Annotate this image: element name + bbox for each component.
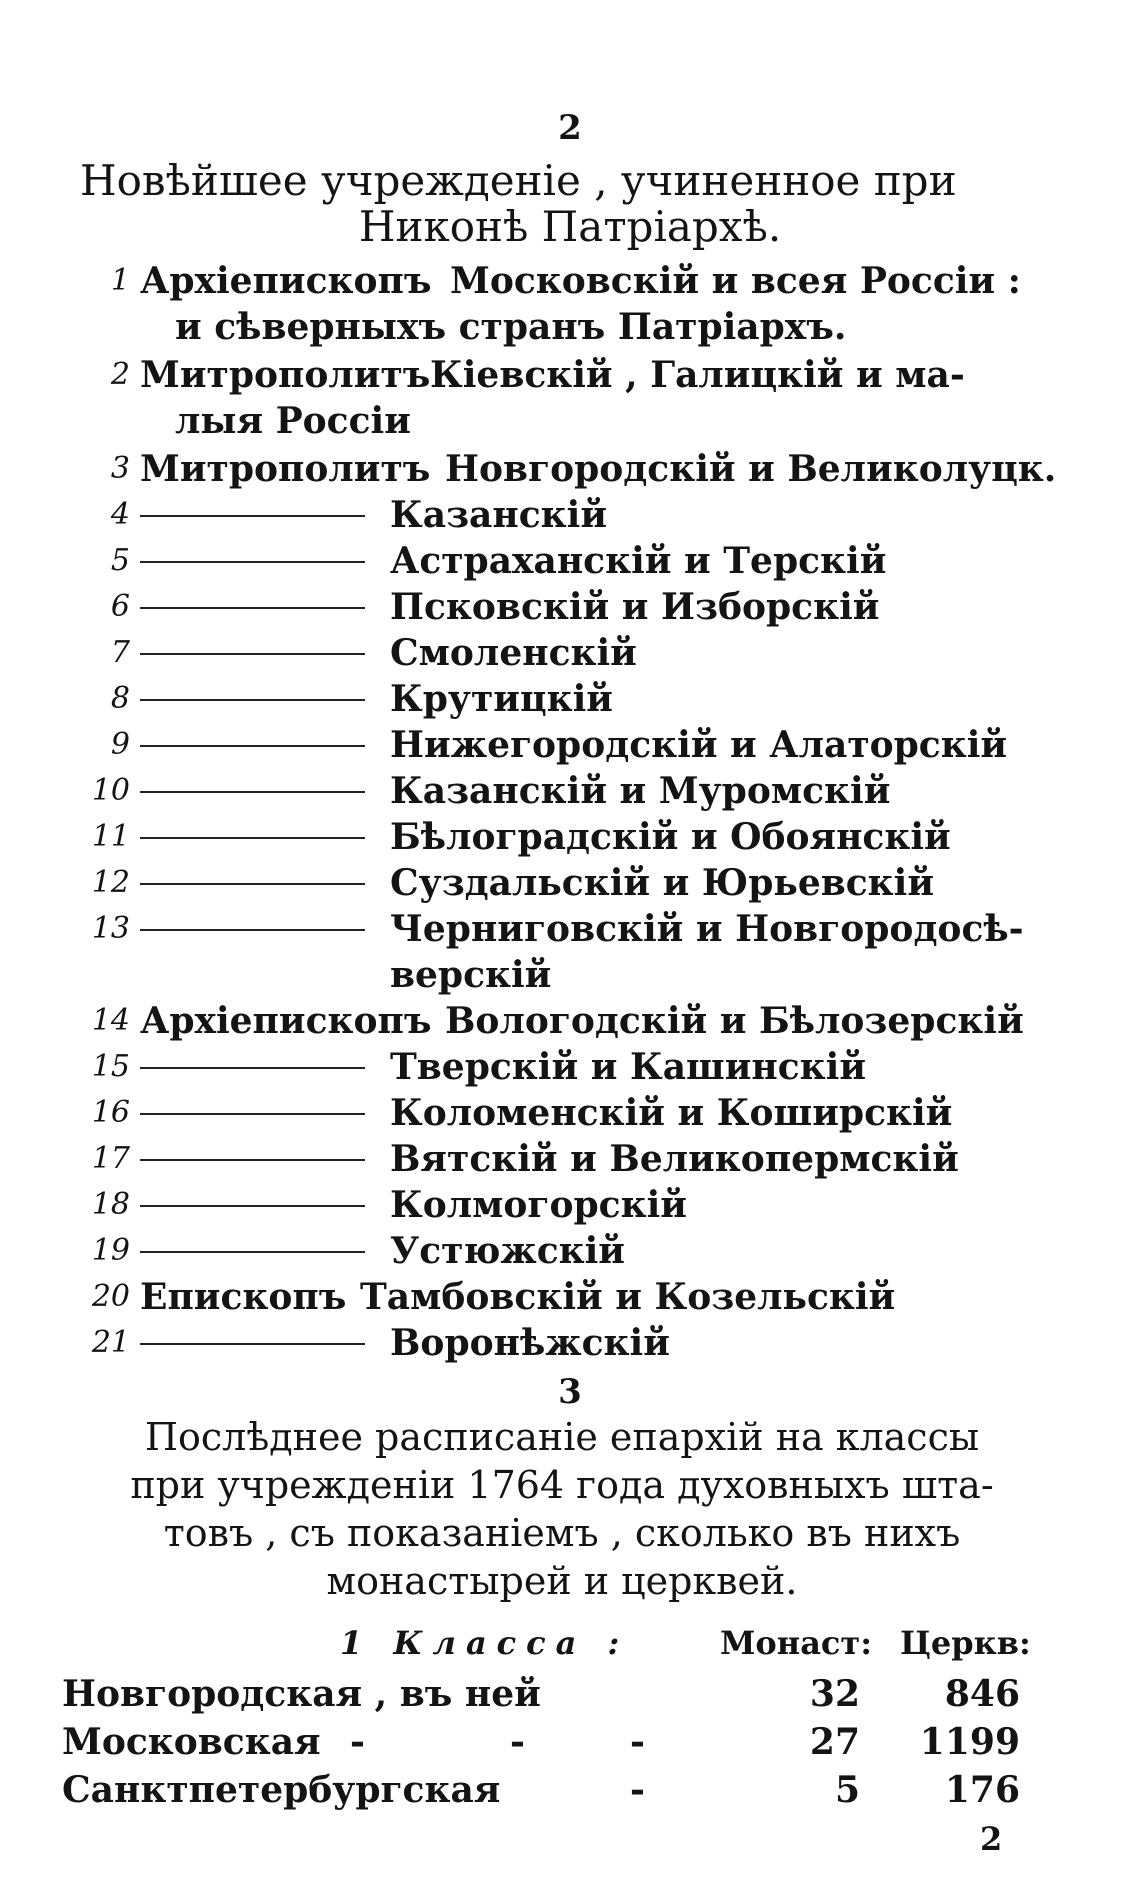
entry-14	[0, 998, 1140, 1044]
diocese-name: Новгородская , въ ней	[62, 1673, 541, 1715]
entry-number: 20	[91, 1279, 130, 1314]
entry-see: Бѣлоградскій и Обоянскій	[390, 816, 951, 858]
entry-see: Коломенскій и Коширскій	[390, 1092, 953, 1134]
entry-4	[0, 492, 1140, 538]
entry-number: 15	[91, 1049, 130, 1084]
entry-18	[0, 1182, 1140, 1228]
entry-number: 16	[91, 1095, 130, 1130]
entry-see: Крутицкій	[390, 678, 613, 720]
entry-1	[0, 258, 1140, 304]
entry-number: 9	[110, 727, 130, 762]
entry-number: 3	[110, 451, 130, 486]
filler-dash: -	[510, 1721, 525, 1763]
ditto-dash	[140, 653, 365, 655]
diocese-name: Санктпетербургская	[62, 1769, 501, 1811]
ditto-dash	[140, 883, 365, 885]
entry-2-continuation: лыя Россіи	[175, 400, 411, 442]
filler-dash: -	[350, 1721, 365, 1763]
section1-title-line2: Никонѣ Патріархѣ.	[358, 202, 782, 251]
entry-number: 6	[110, 589, 130, 624]
section2-title-line2: при учрежденіи 1764 года духовныхъ шта-	[130, 1463, 994, 1507]
entry-see: Московскій и всея Россіи :	[450, 260, 1021, 302]
entry-6	[0, 584, 1140, 630]
entry-number: 1	[110, 263, 130, 298]
entry-8	[0, 676, 1140, 722]
section2-title-line1: Послѣднее расписаніе епархій на классы	[144, 1415, 980, 1459]
entry-number: 10	[91, 773, 130, 808]
ditto-dash	[140, 1067, 365, 1069]
entry-number: 18	[91, 1187, 130, 1222]
column-header-monasteries: Монаст:	[720, 1624, 873, 1662]
entry-see: Суздальскій и Юрьевскій	[390, 862, 935, 904]
entry-rank: Митрополитъ	[140, 448, 431, 490]
entry-11	[0, 814, 1140, 860]
entry-number: 4	[110, 497, 130, 532]
ditto-dash	[140, 515, 365, 517]
entry-1-continuation: и сѣверныхъ странъ Патріархъ.	[175, 306, 847, 348]
entry-number: 17	[91, 1141, 130, 1176]
entry-13	[0, 906, 1140, 952]
section1-title-line1: Новѣйшее учрежденіе , учиненное при	[80, 156, 957, 205]
entry-3	[0, 446, 1140, 492]
section2-title-line4: монастырей и церквей.	[326, 1559, 798, 1603]
entry-5	[0, 538, 1140, 584]
monasteries-count: 32	[809, 1673, 860, 1715]
monasteries-count: 27	[809, 1721, 860, 1763]
ditto-dash	[140, 1251, 365, 1253]
entry-see: Тамбовскій и Козельскій	[360, 1276, 896, 1318]
ditto-dash	[140, 699, 365, 701]
entry-number: 12	[91, 865, 130, 900]
section2-number: 3	[558, 1372, 582, 1412]
entry-see: Смоленскій	[390, 632, 637, 674]
entry-number: 21	[91, 1325, 130, 1360]
class-label: 1 Класса :	[340, 1624, 630, 1662]
entry-10	[0, 768, 1140, 814]
entry-17	[0, 1136, 1140, 1182]
entry-number: 8	[110, 681, 130, 716]
entry-2	[0, 352, 1140, 398]
entry-number: 14	[91, 1003, 130, 1038]
entry-see: Псковскій и Изборскій	[390, 586, 880, 628]
ditto-dash	[140, 607, 365, 609]
entry-see: Вологодскій и Бѣлозерскій	[445, 1000, 1024, 1042]
table-row	[0, 1670, 1140, 1718]
ditto-dash	[140, 929, 365, 931]
entry-21	[0, 1320, 1140, 1366]
entry-see: Колмогорскій	[390, 1184, 687, 1226]
entry-9	[0, 722, 1140, 768]
entry-13-continuation: верскій	[390, 954, 552, 996]
churches-count: 1199	[919, 1721, 1020, 1763]
ditto-dash	[140, 561, 365, 563]
ditto-dash	[140, 791, 365, 793]
entry-see: Казанскій	[390, 494, 608, 536]
entry-see: Воронѣжскій	[390, 1322, 670, 1364]
entry-rank: Архіепископъ	[140, 260, 432, 302]
entry-rank: Епископъ	[140, 1276, 347, 1318]
table-row	[0, 1718, 1140, 1766]
ditto-dash	[140, 1113, 365, 1115]
entry-number: 19	[91, 1233, 130, 1268]
churches-count: 176	[944, 1769, 1020, 1811]
entry-16	[0, 1090, 1140, 1136]
filler-dash: -	[630, 1721, 645, 1763]
entry-number: 13	[91, 911, 130, 946]
entry-12	[0, 860, 1140, 906]
entry-7	[0, 630, 1140, 676]
ditto-dash	[140, 745, 365, 747]
entry-15	[0, 1044, 1140, 1090]
entry-20	[0, 1274, 1140, 1320]
entry-number: 2	[110, 357, 130, 392]
monasteries-count: 5	[834, 1769, 860, 1811]
entry-rank: Митрополитъ	[140, 354, 431, 396]
entry-number: 7	[110, 635, 130, 670]
entry-number: 5	[110, 543, 130, 578]
page-number: 2	[558, 108, 582, 148]
entry-see: Устюжскій	[390, 1230, 626, 1272]
entry-see: Тверскій и Кашинскій	[390, 1046, 867, 1088]
entry-see: Кіевскій , Галицкій и ма-	[430, 354, 965, 396]
filler-dash: -	[630, 1769, 645, 1811]
entry-see: Черниговскій и Новгородосѣ-	[390, 908, 1024, 950]
ditto-dash	[140, 1205, 365, 1207]
entry-see: Новгородскій и Великолуцк.	[445, 448, 1057, 490]
table-row	[0, 1766, 1140, 1814]
catchword: 2	[980, 1820, 1003, 1858]
entry-see: Казанскій и Муромскій	[390, 770, 891, 812]
ditto-dash	[140, 1343, 365, 1345]
churches-count: 846	[944, 1673, 1020, 1715]
class-header	[0, 1620, 1140, 1666]
column-header-churches: Церкв:	[900, 1624, 1031, 1662]
ditto-dash	[140, 837, 365, 839]
entry-see: Вятскій и Великопермскій	[390, 1138, 959, 1180]
diocese-name: Московская	[62, 1721, 321, 1763]
section2-title-line3: товъ , съ показаніемъ , сколько въ нихъ	[163, 1511, 961, 1555]
ditto-dash	[140, 1159, 365, 1161]
entry-number: 11	[91, 819, 130, 854]
entry-see: Нижегородскій и Алаторскій	[390, 724, 1008, 766]
entry-rank: Архіепископъ	[140, 1000, 432, 1042]
entry-see: Астраханскій и Терскій	[390, 540, 887, 582]
entry-19	[0, 1228, 1140, 1274]
